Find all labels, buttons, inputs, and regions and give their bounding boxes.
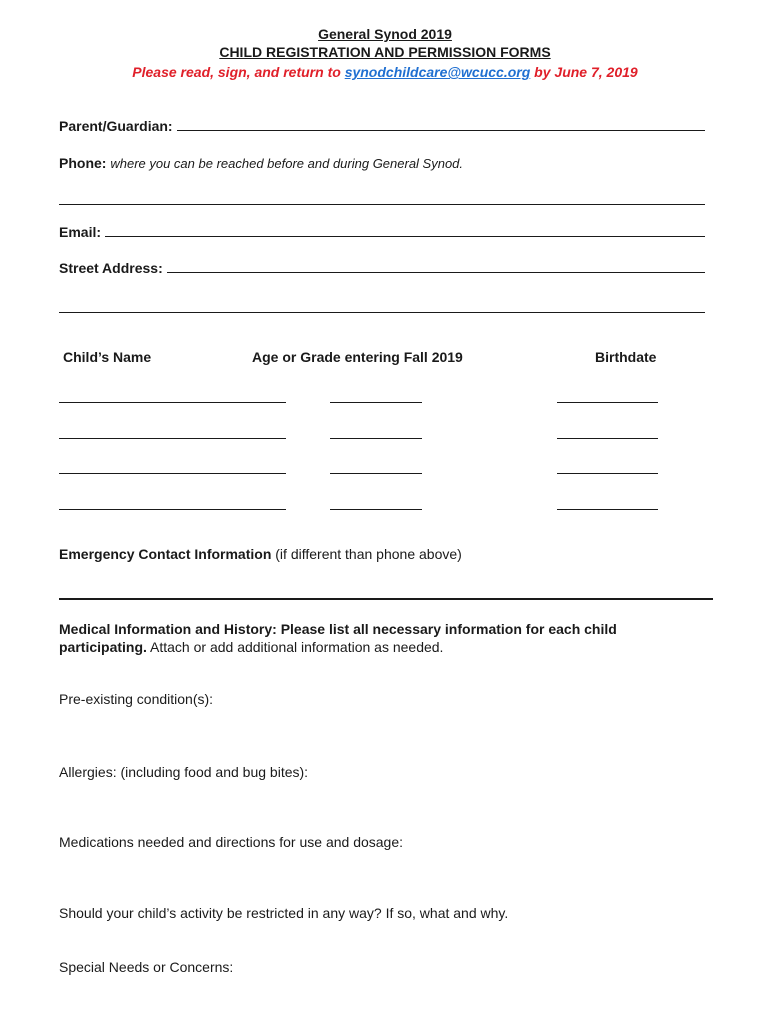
birthdate-line[interactable] <box>557 473 658 474</box>
phone-field <box>59 155 463 171</box>
phone-note: where you can be reached before and during General Synod. <box>110 156 464 171</box>
street-address-field[interactable] <box>59 260 705 276</box>
emergency-contact-note: (if different than phone above) <box>271 546 462 562</box>
age-grade-line[interactable] <box>330 402 422 403</box>
child-name-line[interactable] <box>59 473 286 474</box>
preexisting-conditions-label: Pre-existing condition(s): <box>59 691 214 707</box>
street-address-line[interactable] <box>167 272 705 273</box>
age-grade-header: Age or Grade entering Fall 2019 <box>252 349 463 365</box>
medications-label: Medications needed and directions for use and dosage: <box>59 834 404 850</box>
age-grade-line[interactable] <box>330 509 422 510</box>
child-name-line[interactable] <box>59 509 286 510</box>
birthdate-line[interactable] <box>557 402 658 403</box>
street-address-label: Street Address: <box>59 260 163 276</box>
form-subtitle: CHILD REGISTRATION AND PERMISSION FORMS <box>219 44 551 60</box>
special-needs-label: Special Needs or Concerns: <box>59 959 234 975</box>
parent-guardian-field[interactable] <box>59 118 705 134</box>
age-grade-line[interactable] <box>330 473 422 474</box>
notice-suffix: by June 7, 2019 <box>530 64 638 80</box>
phone-label: Phone: <box>59 155 107 171</box>
emergency-contact-section <box>59 546 462 562</box>
form-title: General Synod 2019 <box>318 26 452 42</box>
parent-guardian-label: Parent/Guardian: <box>59 118 173 134</box>
age-grade-line[interactable] <box>330 438 422 439</box>
email-field[interactable] <box>59 224 705 240</box>
child-name-header: Child’s Name <box>63 349 152 365</box>
activity-restriction-label: Should your child’s activity be restricted in any way? If so, what and why. <box>59 905 509 921</box>
medical-heading-note: Attach or add additional information as needed. <box>146 639 444 655</box>
notice-prefix: Please read, sign, and return to <box>132 64 345 80</box>
return-notice <box>0 64 770 80</box>
child-name-line[interactable] <box>59 438 286 439</box>
medical-heading <box>59 620 699 656</box>
emergency-contact-label: Emergency Contact Information <box>59 546 272 562</box>
notice-email-link[interactable]: synodchildcare@wcucc.org <box>344 64 531 80</box>
child-name-line[interactable] <box>59 402 286 403</box>
birthdate-line[interactable] <box>557 509 658 510</box>
birthdate-header: Birthdate <box>595 349 657 365</box>
parent-guardian-line[interactable] <box>177 130 705 131</box>
email-label: Email: <box>59 224 102 240</box>
phone-line[interactable] <box>59 204 705 205</box>
email-line[interactable] <box>105 236 705 237</box>
birthdate-line[interactable] <box>557 438 658 439</box>
allergies-label: Allergies: (including food and bug bites): <box>59 764 309 780</box>
medical-heading-bold: Medical Information and History: Please list all necessary information for each child participating. <box>59 621 617 655</box>
emergency-contact-line[interactable] <box>59 598 713 600</box>
street-address-line-2[interactable] <box>59 312 705 313</box>
